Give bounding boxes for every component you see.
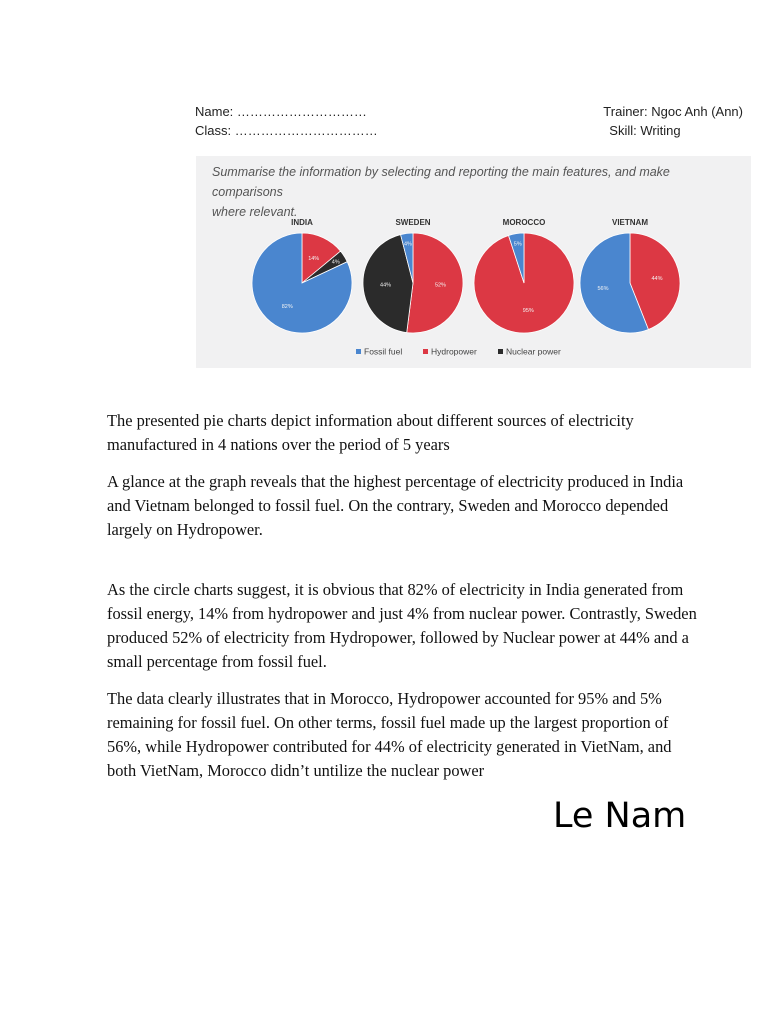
slice-label-sweden-nuclear-power: 44%: [380, 282, 392, 289]
class-label: Class: ……………………………: [195, 123, 378, 138]
legend-label-nuclear-power: Nuclear power: [506, 346, 561, 357]
legend-swatch-fossil-fuel: [356, 349, 361, 354]
essay-paragraph-2: A glance at the graph reveals that the highest percentage of electricity produced in India and Vietnam belonged to fossil fuel. On the contrary, Sweden and Morocco depended largely on Hydropower.: [107, 472, 684, 539]
trainer-info: [603, 102, 743, 140]
legend-label-hydropower: Hydropower: [431, 346, 477, 357]
chart-title-india: INDIA: [291, 218, 313, 227]
slice-label-morocco-hydropower: 95%: [522, 308, 534, 315]
essay-paragraph-4: The data clearly illustrates that in Morocco, Hydropower accounted for 95% and 5% remaining for fossil fuel. On other terms, fossil fuel made up the largest proportion of 56%, while Hydropower contributed for 44% of electricity generated in VietNam, and both VietNam, Morocco didn’t untilize the nuclear power: [107, 689, 672, 780]
student-info: [195, 102, 378, 140]
chart-title-vietnam: VIETNAM: [612, 218, 648, 227]
pie-charts: [196, 156, 751, 368]
skill-label: Skill: Writing: [609, 123, 681, 138]
worksheet-image: [193, 96, 751, 368]
slice-label-sweden-hydropower: 52%: [434, 282, 446, 289]
chart-title-sweden: SWEDEN: [395, 218, 431, 227]
slice-label-india-hydropower: 14%: [308, 256, 320, 263]
task-box: [196, 156, 751, 368]
essay-paragraph-1: The presented pie charts depict information about different sources of electricity manufactured in 4 nations over the period of 5 years: [107, 411, 634, 454]
slice-label-vietnam-fossil-fuel: 56%: [597, 286, 609, 293]
instruction-line-2: where relevant.: [212, 205, 298, 219]
legend-swatch-hydropower: [423, 349, 428, 354]
instruction-line-1: Summarise the information by selecting and reporting the main features, and make comparisons: [212, 165, 670, 199]
legend-swatch-nuclear-power: [498, 349, 503, 354]
slice-label-vietnam-hydropower: 44%: [651, 275, 663, 282]
slice-label-sweden-fossil-fuel: 4%: [404, 241, 412, 248]
name-label: Name: …………………………: [195, 104, 367, 119]
slice-label-india-nuclear-power: 4%: [331, 259, 340, 266]
legend-label-fossil-fuel: Fossil fuel: [364, 346, 403, 357]
chart-title-morocco: MOROCCO: [502, 218, 546, 227]
essay-paragraph-3: As the circle charts suggest, it is obvious that 82% of electricity in India generated from fossil energy, 14% from hydropower and just 4% from nuclear power. Contrastly, Sweden produced 52% of electricity from Hydropower, followed by Nuclear power at 44% and a small percentage from fossil fuel.: [107, 580, 697, 671]
slice-label-india-fossil-fuel: 82%: [281, 304, 293, 311]
trainer-label: Trainer: Ngoc Anh (Ann): [603, 104, 743, 119]
signature: Le Nam: [553, 796, 687, 836]
slice-label-morocco-fossil-fuel: 5%: [513, 241, 522, 248]
